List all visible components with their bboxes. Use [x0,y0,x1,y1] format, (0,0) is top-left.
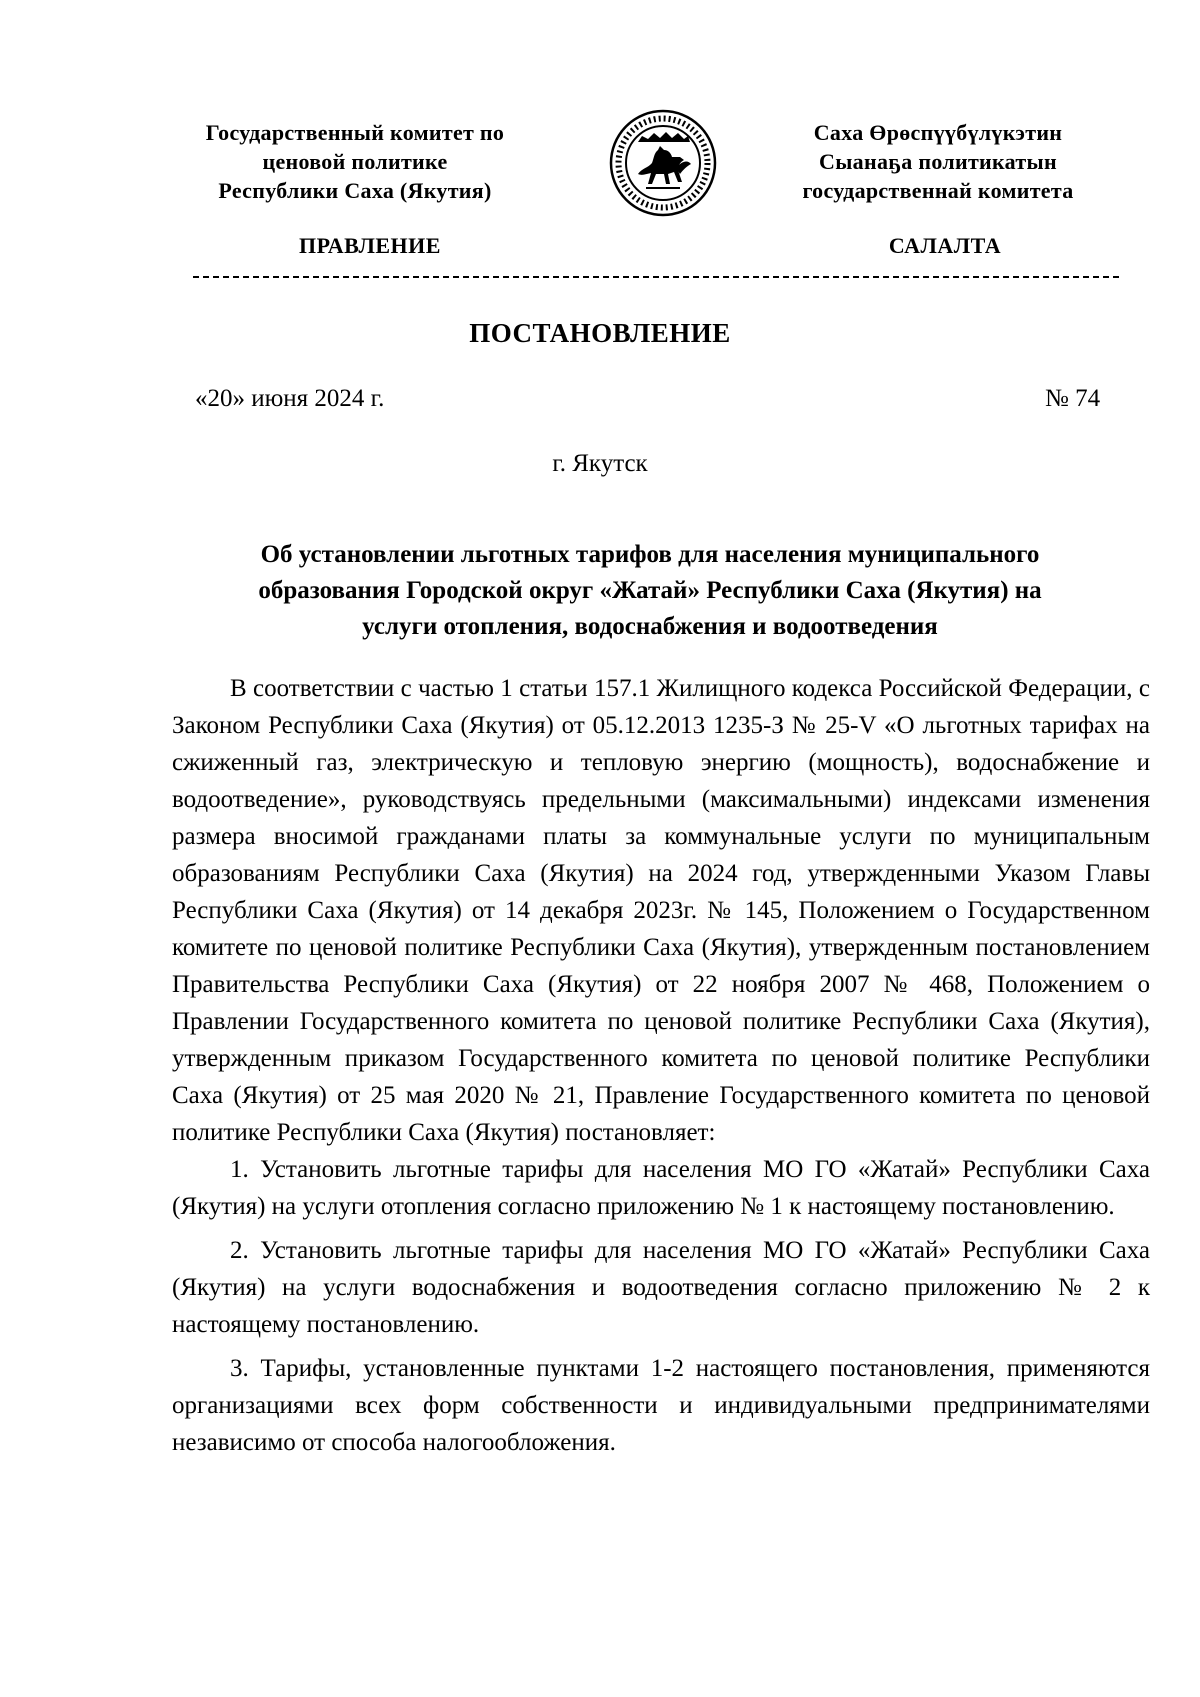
header-left-board: ПРАВЛЕНИЕ [299,233,441,258]
document-title-line: образования Городской округ «Жатай» Республики Саха (Якутия) на [258,577,1042,604]
header-right-organization [758,118,1118,205]
clause-paragraph: 2. Установить льготные тарифы для населения МО ГО «Жатай» Республики Саха (Якутия) на услуги водоснабжения и водоотведения согласно приложению № 2 к настоящему постановлению. [172,1237,1150,1338]
coat-of-arms-emblem-icon [608,108,718,218]
document-title-line: услуги отопления, водоснабжения и водоотведения [362,613,938,640]
header-left-line: Республики Саха (Якутия) [218,178,492,203]
header-left-organization [188,118,522,205]
header-divider [193,276,1119,278]
clause-paragraph: 3. Тарифы, установленные пунктами 1-2 настоящего постановления, применяются организациями всех форм собственности и индивидуальными предпринимателями независимо от способа налогообложения. [172,1355,1150,1456]
header-left-line: ценовой политике [262,149,448,174]
clause-paragraph: 1. Установить льготные тарифы для населения МО ГО «Жатай» Республики Саха (Якутия) на услуги отопления согласно приложению № 1 к настоящему постановлению. [172,1156,1150,1220]
document-number: № 74 [1045,385,1101,412]
header-right-line: Сыанаҕа политикатын [819,149,1057,174]
document-date: «20» июня 2024 г. [195,385,385,412]
document-title [180,537,1120,645]
header-right-board: САЛАЛТА [888,233,1002,258]
header-right-line: Саха Өрөспүүбүлүкэтин [813,120,1063,145]
document-city: г. Якутск [552,450,648,477]
preamble-paragraph: В соответствии с частью 1 статьи 157.1 Жилищного кодекса Российской Федерации, с Законом Республики Саха (Якутия) от 05.12.2013 1235-З № 25-V «О льготных тарифах на сжиженный газ, электрическую и тепловую энергию (мощность), водоснабжение и водоотведение», руководствуясь предельными (максимальными) индексами изменения размера вносимой гражданами платы за коммунальные услуги по муниципальным образованиям Республики Саха (Якутия) на 2024 год, утвержденными Указом Главы Республики Саха (Якутия) от 14 декабря 2023г. № 145, Положением о Государственном комитете по ценовой политике Республики Саха (Якутия), утвержденным постановлением Правительства Республики Саха (Якутия) от 22 ноября 2007 № 468, Положением о Правлении Государственного комитета по ценовой политике Республики Саха (Якутия), утвержденным приказом Государственного комитета по ценовой политике Республики Саха (Якутия) от 25 мая 2020 № 21, Правление Государственного комитета по ценовой политике Республики Саха (Якутия) постановляет: [172,675,1150,1146]
document-body [172,670,1150,1468]
header-left-line: Государственный комитет по [205,120,505,145]
document-type-heading: ПОСТАНОВЛЕНИЕ [469,318,731,348]
header-right-line: государственнай комитета [802,178,1074,203]
document-title-line: Об установлении льготных тарифов для населения муниципального [260,541,1040,568]
